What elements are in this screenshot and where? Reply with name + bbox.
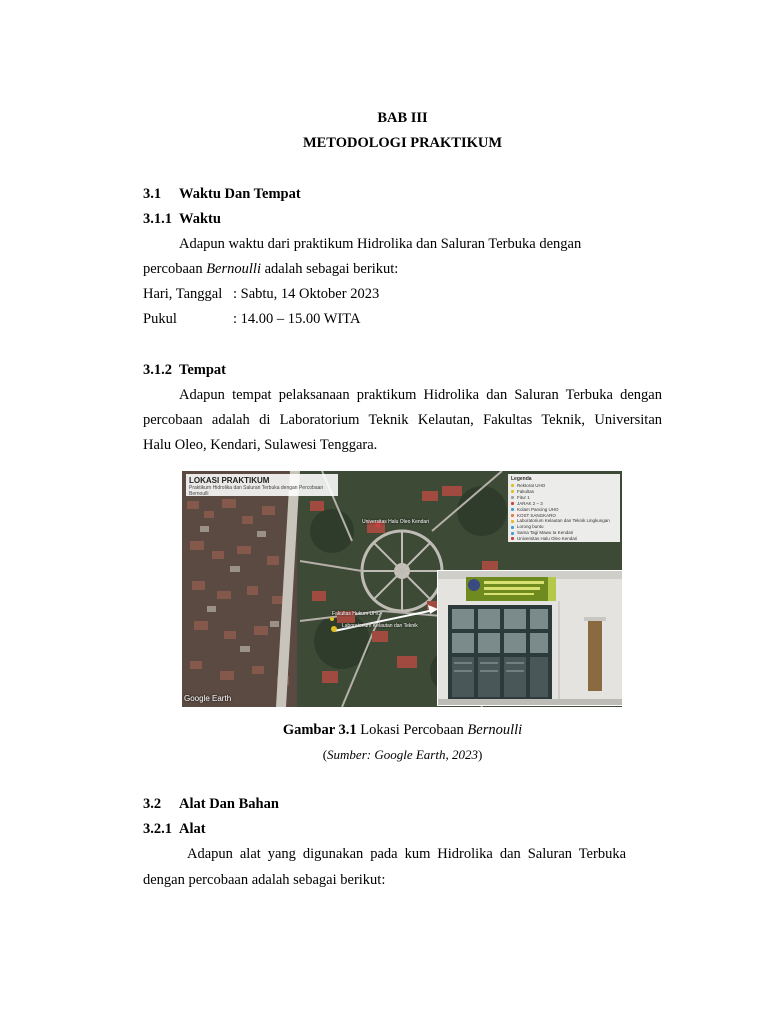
text-run: percobaan (143, 261, 207, 277)
legend-item (511, 536, 617, 542)
heading-number: 3.2.1 (143, 821, 172, 837)
legend-marker-icon (511, 537, 514, 540)
legend-item-label: Universitas Halu Oleo Kendari (517, 536, 578, 542)
map-subtitle: Praktikum Hidrolika dan Saluran Terbuka dengan Percobaan Bernoulli (189, 485, 324, 497)
source-open: ( (322, 747, 328, 762)
caption-italic: Bernoulli (467, 722, 523, 738)
heading-text: Alat Dan Bahan (179, 796, 279, 812)
figure-source (143, 747, 662, 763)
paragraph-waktu-line-2 (143, 261, 398, 278)
legend-marker-icon (511, 520, 514, 523)
value-hari-tanggal: : Sabtu, 14 Oktober 2023 (233, 286, 380, 302)
heading-text: Tempat (179, 362, 226, 378)
label-pukul: Pukul (143, 311, 177, 327)
map-title: LOKASI PRAKTIKUM (189, 476, 270, 485)
map-place-label: Universitas Halu Oleo Kendari (362, 519, 429, 525)
figure-caption (143, 722, 662, 739)
legend-marker-icon (511, 496, 514, 499)
heading-3-1-1 (143, 211, 221, 228)
map-legend (508, 474, 620, 542)
legend-list (511, 483, 617, 542)
heading-number: 3.2 (143, 796, 162, 812)
source-close: ) (477, 747, 483, 762)
legend-item-label: Kolam Pancing UHO (517, 506, 559, 512)
legend-item-label: Laboratorium Kelautan dan Teknik Lingkungan (517, 518, 610, 524)
heading-text: Waktu (179, 211, 221, 227)
heading-3-2 (143, 796, 279, 813)
text-run-italic: Bernoulli (206, 261, 261, 277)
location-map-figure (182, 471, 622, 707)
paragraph-tempat-line-3: Halu Oleo, Kendari, Sulawesi Tenggara. (143, 437, 378, 453)
heading-text: Alat (179, 821, 206, 837)
heading-3-2-1 (143, 821, 206, 838)
text-run: adalah sebagai berikut: (260, 261, 399, 277)
legend-marker-icon (511, 532, 514, 535)
map-title-box (186, 474, 338, 496)
legend-item-label: Fitur 1 (517, 494, 530, 500)
heading-3-1 (143, 186, 301, 203)
caption-text: Lokasi Percobaan (356, 722, 468, 738)
legend-marker-icon (511, 502, 514, 505)
legend-item-label: Rektorat UHO (517, 483, 546, 488)
chapter-number: BAB III (377, 110, 428, 126)
map-place-label: Fakultas Hukum UHO (332, 611, 381, 617)
label-hari-tanggal: Hari, Tanggal (143, 286, 223, 302)
paragraph-tempat-line-1: Adapun tempat pelaksanaan praktikum Hidrolika dan Saluran Terbuka dengan (179, 387, 662, 403)
value-pukul: : 14.00 – 15.00 WITA (233, 311, 361, 327)
heading-number: 3.1.1 (143, 211, 172, 227)
heading-3-1-2 (143, 362, 226, 379)
legend-marker-icon (511, 490, 514, 493)
paragraph-tempat-line-2: percobaan adalah di Laboratorium Teknik Kelautan, Fakultas Teknik, Universitan (143, 412, 662, 428)
legend-marker-icon (511, 484, 514, 487)
source-text: Sumber: Google Earth, 2023 (327, 747, 478, 762)
legend-item-label: Fakultas (517, 488, 535, 494)
laboratory-photo (437, 570, 622, 706)
paragraph-waktu-line-1: Adapun waktu dari praktikum Hidrolika dan Saluran Terbuka dengan (179, 236, 582, 252)
google-earth-watermark: Google Earth (184, 694, 232, 703)
paragraph-alat-line-2: dengan percobaan adalah sebagai berikut: (143, 872, 386, 888)
legend-item-label: KOST SANGKARO (517, 512, 556, 518)
heading-number: 3.1.2 (143, 362, 172, 378)
row-pukul (143, 311, 360, 328)
map-place-label: Laboratorium Kelautan dan Teknik (342, 623, 418, 629)
legend-title: Legenda (511, 476, 532, 482)
legend-marker-icon (511, 508, 514, 511)
heading-number: 3.1 (143, 186, 162, 202)
paragraph-alat-line-1: Adapun alat yang digunakan pada kum Hidrolika dan Saluran Terbuka (187, 846, 626, 862)
laboratory-building-image (438, 571, 622, 705)
legend-marker-icon (511, 514, 514, 517)
chapter-title: METODOLOGI PRAKTIKUM (302, 135, 503, 151)
legend-item-label: Lorong buntu (517, 524, 544, 530)
legend-item-label: Sama Tagi Mawu ta Kendari (517, 530, 574, 536)
row-hari-tanggal (143, 286, 379, 303)
caption-label: Gambar 3.1 (282, 722, 357, 738)
legend-marker-icon (511, 526, 514, 529)
legend-item-label: JARAK 2 – 3 (517, 500, 543, 506)
heading-text: Waktu Dan Tempat (179, 186, 301, 202)
